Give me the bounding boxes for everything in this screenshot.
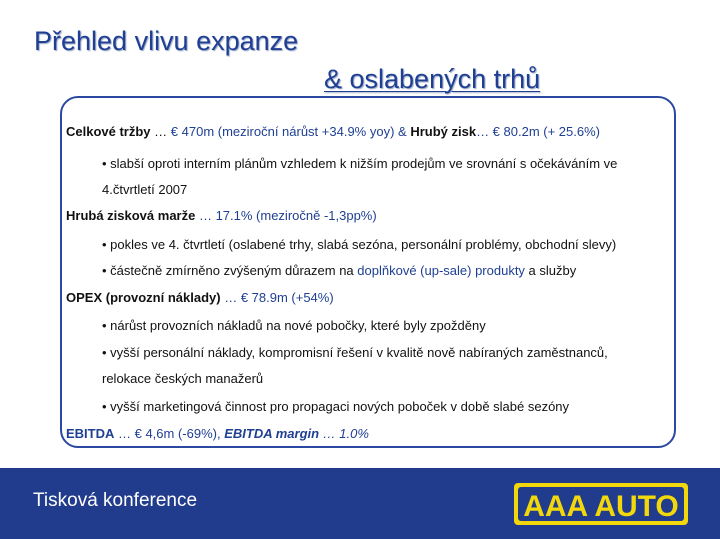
margin-bullet-2-end: a služby xyxy=(524,263,577,278)
opex-value: … € 78.9m (+54%) xyxy=(220,290,334,305)
title-line-1: Přehled vlivu expanze xyxy=(34,26,299,56)
upsale-text: doplňkové (up-sale) produkty xyxy=(357,263,525,278)
margin-bullet-1: • pokles ve 4. čtvrtletí (oslabené trhy, slabá sezóna, personální problémy, obchodní slevy) xyxy=(102,237,617,252)
ebitda-line xyxy=(66,426,369,441)
title-line-2: & oslabených trhů xyxy=(324,64,541,94)
ebitda-margin-label: EBITDA margin xyxy=(224,426,320,441)
margin-label: Hrubá zisková marže xyxy=(66,208,196,223)
opex-line xyxy=(66,290,334,305)
margin-value: … 17.1% (meziročně -1,3pp%) xyxy=(195,208,377,223)
profit-label: Hrubý zisk xyxy=(410,124,477,139)
sales-value: € 470m (meziroční nárůst +34.9% yoy) & xyxy=(170,124,411,139)
sales-sep: … xyxy=(150,124,171,139)
margin-bullet-2-start: • částečně zmírněno zvýšeným důrazem na xyxy=(102,263,358,278)
opex-bullet-2: • vyšší personální náklady, kompromisní řešení v kvalitě nově nabíraných zaměstnanců, xyxy=(102,345,608,360)
sales-label: Celkové tržby xyxy=(66,124,151,139)
sales-bullet-1: • slabší oproti interním plánům vzhledem k nižším prodejům ve srovnání s očekáváním ve xyxy=(102,156,618,171)
margin-bullet-2 xyxy=(102,263,576,278)
opex-bullet-3: • vyšší marketingová činnost pro propagaci nových poboček v době slabé sezóny xyxy=(102,399,570,414)
sales-bullet-1-cont: 4.čtvrtletí 2007 xyxy=(102,182,188,197)
ebitda-margin-value: … 1.0% xyxy=(319,426,369,441)
logo-text: AAA AUTO xyxy=(523,490,679,523)
opex-bullet-2-cont: relokace českých manažerů xyxy=(102,371,264,386)
margin-line xyxy=(66,208,377,223)
footer-bar xyxy=(0,468,720,539)
footer-text: Tisková konference xyxy=(33,490,198,511)
ebitda-label: EBITDA xyxy=(66,426,115,441)
sales-line xyxy=(66,124,600,139)
opex-bullet-1: • nárůst provozních nákladů na nové pobočky, které byly zpožděny xyxy=(102,318,486,333)
slide-title xyxy=(0,0,720,100)
ebitda-value: … € 4,6m (-69%), xyxy=(114,426,225,441)
opex-label: OPEX (provozní náklady) xyxy=(66,290,221,305)
profit-value: … € 80.2m (+ 25.6%) xyxy=(476,124,600,139)
aaa-auto-logo xyxy=(512,480,690,528)
